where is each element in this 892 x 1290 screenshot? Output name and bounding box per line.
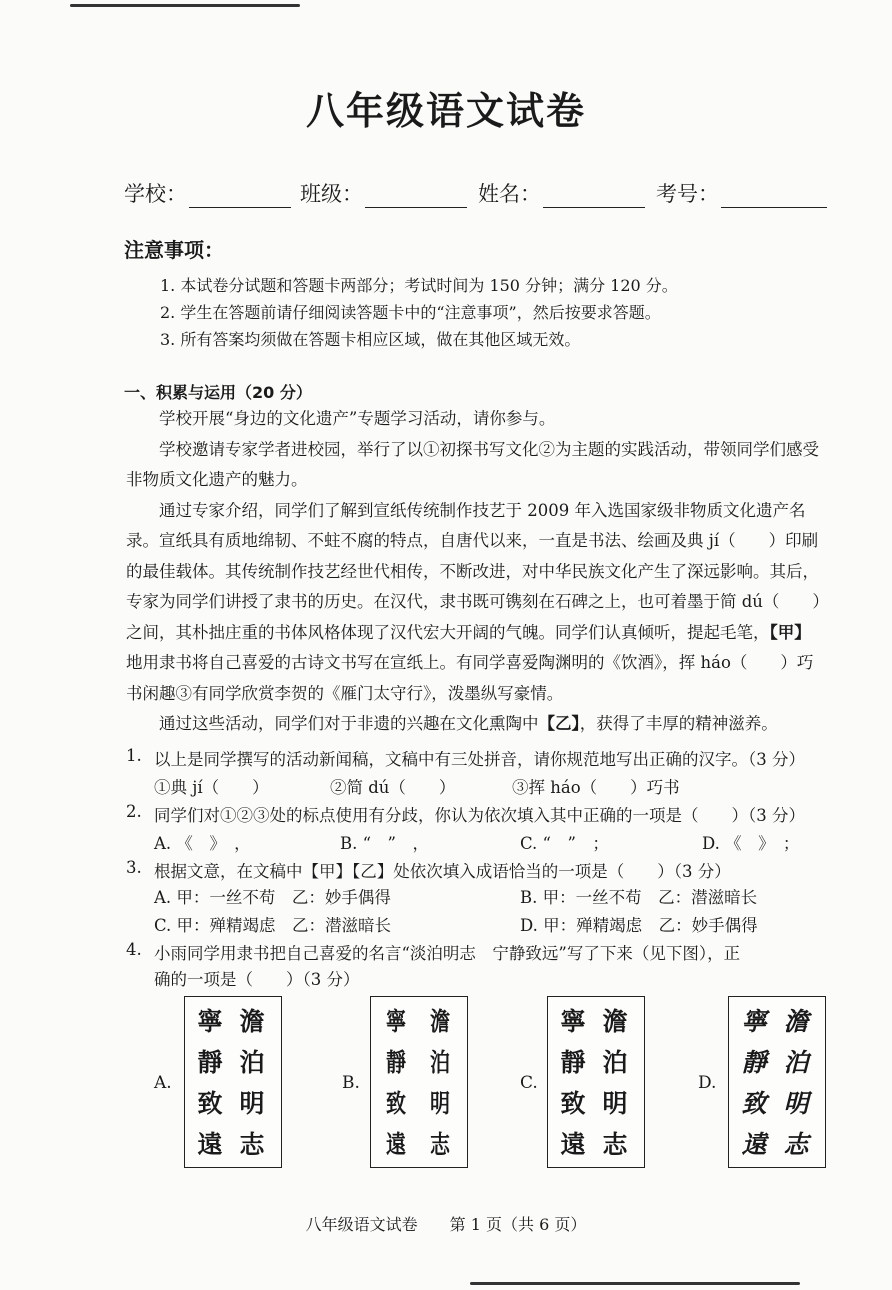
- q4-option-c[interactable]: [547, 996, 645, 1168]
- q4-option-d[interactable]: [728, 996, 826, 1168]
- passage-paragraph-2a: 通过专家介绍，同学们了解到宣纸传统制作技艺于 2009 年入选国家级非物质文化遗产名录。宣纸具有质地绵韧、不蛀不腐的特点，自唐代以来，一直是书法、绘画及典 jí（ ）印刷的最佳载体。其传统制作技艺经世代相传，不断改进，对中华民族文化产生了深远影响。其后，专家为同学们讲授了隶书的历史。在汉代，隶书既可镌刻在石碑之上，也可着墨于简 dú（ ）之间，其朴拙庄重的书体风格体现了汉代宏大开阔的气魄。同学们认真倾听，提起毛笔，: [126, 500, 821, 642]
- q3-option-c[interactable]: C. 甲：殚精竭虑 乙：潜滋暗长: [154, 916, 392, 935]
- question-number: 2.: [126, 802, 142, 821]
- q2-option-a[interactable]: A. 《 》 ，: [154, 834, 251, 853]
- calligraphy-right-column: 澹泊明志: [429, 1007, 450, 1159]
- question-text: 根据文意，在文稿中【甲】【乙】处依次填入成语恰当的一项是（ ）（3 分）: [154, 862, 731, 881]
- q4-option-label: B.: [342, 1073, 360, 1093]
- q3-option-b[interactable]: B. 甲：一丝不苟 乙：潜滋暗长: [520, 888, 758, 907]
- blank-jia: 【甲】: [769, 622, 811, 642]
- q4-option-label: D.: [698, 1073, 717, 1093]
- calligraphy-left-column: 寧靜致遠: [560, 1007, 586, 1159]
- question-number: 4.: [126, 940, 142, 959]
- q4-option-label: A.: [154, 1073, 172, 1093]
- class-label: 班级：: [300, 182, 363, 206]
- question-number: 3.: [126, 858, 142, 877]
- passage-paragraph-3a: 通过这些活动，同学们对于非遗的兴趣在文化熏陶中: [159, 714, 539, 733]
- class-blank[interactable]: [365, 185, 467, 208]
- q1-blank-c[interactable]: ③挥 háo（ ）巧书: [512, 778, 680, 797]
- school-label: 学校：: [124, 182, 187, 206]
- q1-blank-b[interactable]: ②简 dú（ ）: [330, 778, 456, 797]
- calligraphy-right-column: 澹泊明志: [239, 1007, 265, 1159]
- q2-option-b[interactable]: B. “ ” ，: [340, 834, 429, 853]
- exam-no-blank[interactable]: [721, 185, 827, 208]
- q2-option-c[interactable]: C. “ ” ；: [520, 834, 609, 853]
- question-number: 1.: [126, 746, 142, 765]
- passage-paragraph-3b: ，获得了丰厚的精神滋养。: [579, 714, 778, 733]
- scan-artifact-bottom: [470, 1282, 800, 1285]
- exam-no-field[interactable]: [656, 178, 827, 208]
- name-label: 姓名：: [478, 182, 541, 206]
- q4-option-b[interactable]: [370, 996, 468, 1168]
- notice-title: 注意事项：: [124, 238, 224, 262]
- scan-artifact-top: [70, 4, 300, 7]
- notice-item: 3. 所有答案均须做在答题卡相应区域，做在其他区域无效。: [160, 330, 581, 349]
- class-field[interactable]: [300, 178, 467, 208]
- passage-paragraph-3: [126, 709, 822, 740]
- calligraphy-right-column: 澹泊明志: [602, 1007, 628, 1159]
- notice-item: 2. 学生在答题前请仔细阅读答题卡中的“注意事项”，然后按要求答题。: [160, 303, 661, 322]
- q4-option-label: C.: [520, 1073, 538, 1093]
- question-text: 同学们对①②③处的标点使用有分歧，你认为依次填入其中正确的一项是（ ）（3 分）: [154, 806, 805, 825]
- q4-option-a[interactable]: [184, 996, 282, 1168]
- passage-paragraph-2: [126, 496, 822, 710]
- calligraphy-left-column: 寧靜致遠: [741, 1007, 767, 1159]
- calligraphy-left-column: 寧靜致遠: [385, 1007, 406, 1159]
- q2-option-d[interactable]: D. 《 》 ；: [702, 834, 800, 853]
- question-text: 以上是同学撰写的活动新闻稿，文稿中有三处拼音，请你规范地写出正确的汉字。（3 分）: [154, 750, 805, 769]
- page-footer: 八年级语文试卷 第 1 页（共 6 页）: [305, 1215, 587, 1234]
- calligraphy-right-column: 澹泊明志: [783, 1007, 809, 1159]
- name-field[interactable]: [478, 178, 645, 208]
- passage-paragraph-1: 学校邀请专家学者进校园，举行了以①初探书写文化②为主题的实践活动，带领同学们感受非物质文化遗产的魅力。: [126, 439, 819, 489]
- question-4-cont: 确的一项是（ ）（3 分）: [154, 970, 360, 989]
- exam-no-label: 考号：: [656, 182, 719, 206]
- school-blank[interactable]: [189, 185, 291, 208]
- page-title: 八年级语文试卷: [305, 88, 586, 133]
- passage-intro: 学校开展“身边的文化遗产”专题学习活动，请你参与。: [159, 409, 556, 428]
- calligraphy-left-column: 寧靜致遠: [197, 1007, 223, 1159]
- student-info-row: [124, 178, 824, 208]
- q3-option-d[interactable]: D. 甲：殚精竭虑 乙：妙手偶得: [520, 916, 758, 935]
- passage: [126, 404, 822, 740]
- q3-option-a[interactable]: A. 甲：一丝不苟 乙：妙手偶得: [154, 888, 391, 907]
- notice-item: 1. 本试卷分试题和答题卡两部分；考试时间为 150 分钟；满分 120 分。: [160, 276, 678, 295]
- school-field[interactable]: [124, 178, 291, 208]
- notice-list: [160, 272, 678, 353]
- question-text: 小雨同学用隶书把自己喜爱的名言“淡泊明志 宁静致远”写了下来（见下图），正: [154, 944, 741, 963]
- blank-yi: 【乙】: [538, 714, 580, 733]
- section-title: 一、积累与运用（20 分）: [124, 383, 312, 402]
- q1-blank-a[interactable]: ①典 jí（ ）: [154, 778, 269, 797]
- passage-paragraph-2b: 地用隶书将自己喜爱的古诗文书写在宣纸上。有同学喜爱陶渊明的《饮酒》，挥 háo（ ）巧书闲趣③有同学欣赏李贺的《雁门太守行》，泼墨纵写豪情。: [126, 653, 814, 703]
- name-blank[interactable]: [543, 185, 645, 208]
